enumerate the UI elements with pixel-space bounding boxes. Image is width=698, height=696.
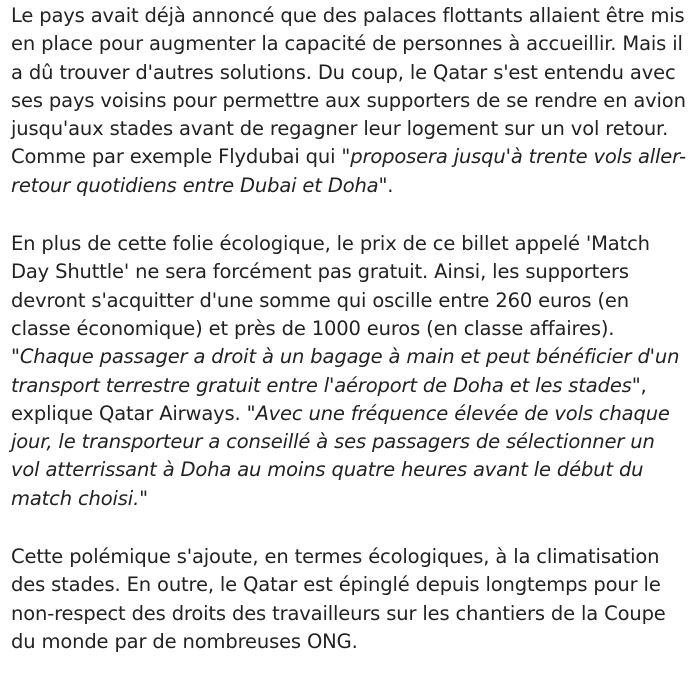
italic-quote: "Avec une fréquence élevée de vols chaque jour, le transporteur a conseillé à ses passagers de sélectionner un vol atterrissant à Doha au moins quatre heures avant le début du match choisi." — [11, 401, 670, 510]
paragraph-text: , explique Qatar Airways. — [11, 373, 647, 425]
article-paragraph-2 — [11, 230, 688, 513]
paragraph-text: Le pays avait déjà annoncé que des palaces flottants allaient être mis en place pour augmenter la capacité de personnes à accueillir. Mais il a dû trouver d'autres solutions. Du coup, le Qatar s'est entendu avec ses pays voisins pour permettre aux supporters de se rendre en avion jusqu'aux stades avant de regagner leur logement sur un vol retour. Comme par exemple Flydubai qui " — [11, 4, 686, 169]
article-paragraph-3 — [11, 543, 688, 656]
paragraph-text: Cette polémique s'ajoute, en termes écologiques, à la climatisation des stades. En outre, le Qatar est épinglé depuis longtemps pour le non-respect des droits des travailleurs sur les chantiers de la Coupe du monde par de nombreuses ONG. — [11, 545, 666, 653]
article-paragraph-1 — [11, 0, 688, 200]
paragraph-text: En plus de cette folie écologique, le prix de ce billet appelé 'Match Day Shuttle' ne sera forcément pas gratuit. Ainsi, les supporters devront s'acquitter d'une somme qui oscille entre 260 euros (en classe économique) et près de 1000 euros (en classe affaires). — [11, 232, 650, 340]
paragraph-text: ". — [378, 173, 394, 197]
italic-quote: proposera jusqu'à trente vols aller-retour quotidiens entre Dubai et Doha — [11, 145, 686, 197]
italic-quote: "Chaque passager a droit à un bagage à main et peut bénéficier d'un transport terrestre gratuit entre l'aéroport de Doha et les stades" — [11, 345, 680, 397]
